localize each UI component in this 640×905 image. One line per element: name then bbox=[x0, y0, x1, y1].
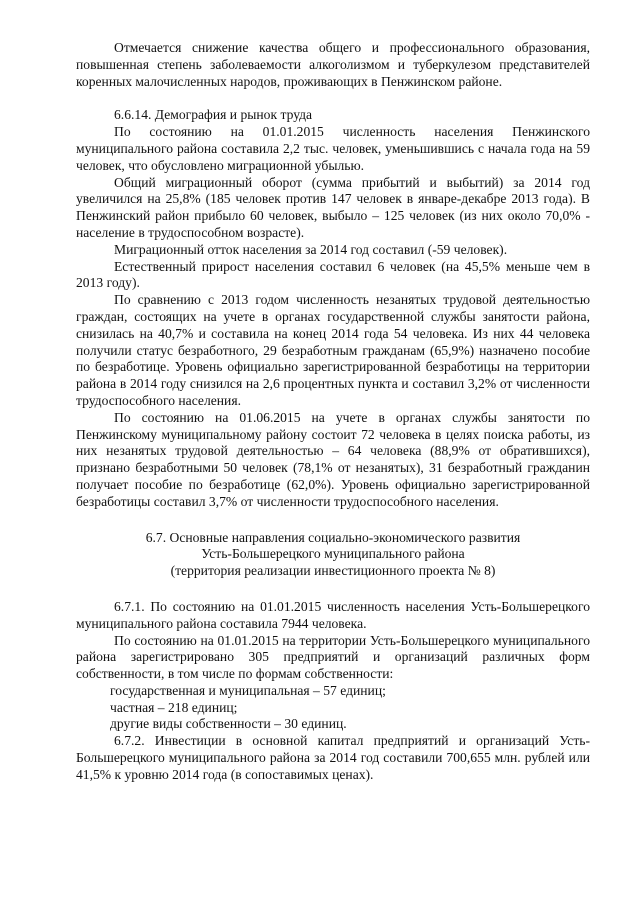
paragraph-unemployment-2015: По состоянию на 01.06.2015 на учете в органах службы занятости по Пенжинскому муниципальному району состоит 72 человека в целях поиска работы, из них незанятых трудовой деятельностью – 64 человека (88,9% от обратившихся), признано безработными 50 человек (78,1% от незанятых), 31 безработный гражданин получает пособие по безработице (62,0%). Уровень официально зарегистрированной безработицы составил 3,7% от численности трудоспособного населения. bbox=[76, 409, 590, 509]
paragraph-6-7-2: 6.7.2. Инвестиции в основной капитал предприятий и организаций Усть-Большерецкого муниципального района за 2014 год составили 700,655 млн. рублей или 41,5% к уровню 2014 года (в сопоставимых ценах). bbox=[76, 733, 590, 782]
section-heading-6-6-14: 6.6.14. Демография и рынок труда bbox=[114, 107, 313, 123]
paragraph-population: По состоянию на 01.01.2015 численность населения Пенжинского муниципального района составила 2,2 тыс. человек, уменьшившись с начала года на 59 человек, что обусловлено миграционной убылью. bbox=[76, 124, 590, 173]
section-heading-6-7-line3: (территория реализации инвестиционного проекта № 8) bbox=[170, 563, 496, 579]
paragraph-enterprises: По состоянию на 01.01.2015 на территории Усть-Большерецкого муниципального района зарегистрировано 305 предприятий и организаций различных форм собственности, в том числе по формам собственности: bbox=[76, 632, 590, 682]
section-heading-6-7-line2: Усть-Большерецкого муниципального района bbox=[201, 546, 465, 562]
paragraph-natural-growth: Естественный прирост населения составил 6 человек (на 45,5% меньше чем в 2013 году). bbox=[76, 258, 590, 291]
list-item-other: другие виды собственности – 30 единиц. bbox=[110, 716, 347, 732]
list-item-state-municipal: государственная и муниципальная – 57 единиц; bbox=[110, 682, 386, 698]
paragraph-unemployment-2014: По сравнению с 2013 годом численность незанятых трудовой деятельностью граждан, состоящих на учете в органах государственной службы занятости района, снизилась на 40,7% и составила на конец 2014 года 54 человека. Из них 44 человека получили статус безработного, 29 безработным гражданам (65,9%) назначено пособие по безработице. Уровень официально зарегистрированной безработицы на территории района в 2014 году снизился на 2,6 процентных пункта и составил 3,2% от численности трудоспособного населения. bbox=[76, 292, 590, 408]
section-heading-6-7-line1: 6.7. Основные направления социально-экономического развития bbox=[145, 529, 521, 545]
section-heading-6-7 bbox=[76, 530, 590, 580]
paragraph-6-7-1: 6.7.1. По состоянию на 01.01.2015 численность населения Усть-Большерецкого муниципального района составила 7944 человека. bbox=[76, 598, 590, 631]
list-item-private: частная – 218 единиц; bbox=[110, 699, 238, 715]
paragraph-migration-turnover: Общий миграционный оборот (сумма прибытий и выбытий) за 2014 год увеличился на 25,8% (185 человек против 147 человек в январе-декабре 2013 года). В Пенжинский район прибыло 60 человек, выбыло – 125 человек (из них около 70,0% - население в трудоспособном возрасте). bbox=[76, 174, 590, 240]
document-page bbox=[76, 40, 590, 784]
paragraph-education-health: Отмечается снижение качества общего и профессионального образования, повышенная степень заболеваемости алкоголизмом и туберкулезом представителей коренных малочисленных народов, проживающих в Пенжинском районе. bbox=[76, 40, 590, 89]
paragraph-migration-outflow: Миграционный отток населения за 2014 год составил (-59 человек). bbox=[114, 241, 508, 257]
